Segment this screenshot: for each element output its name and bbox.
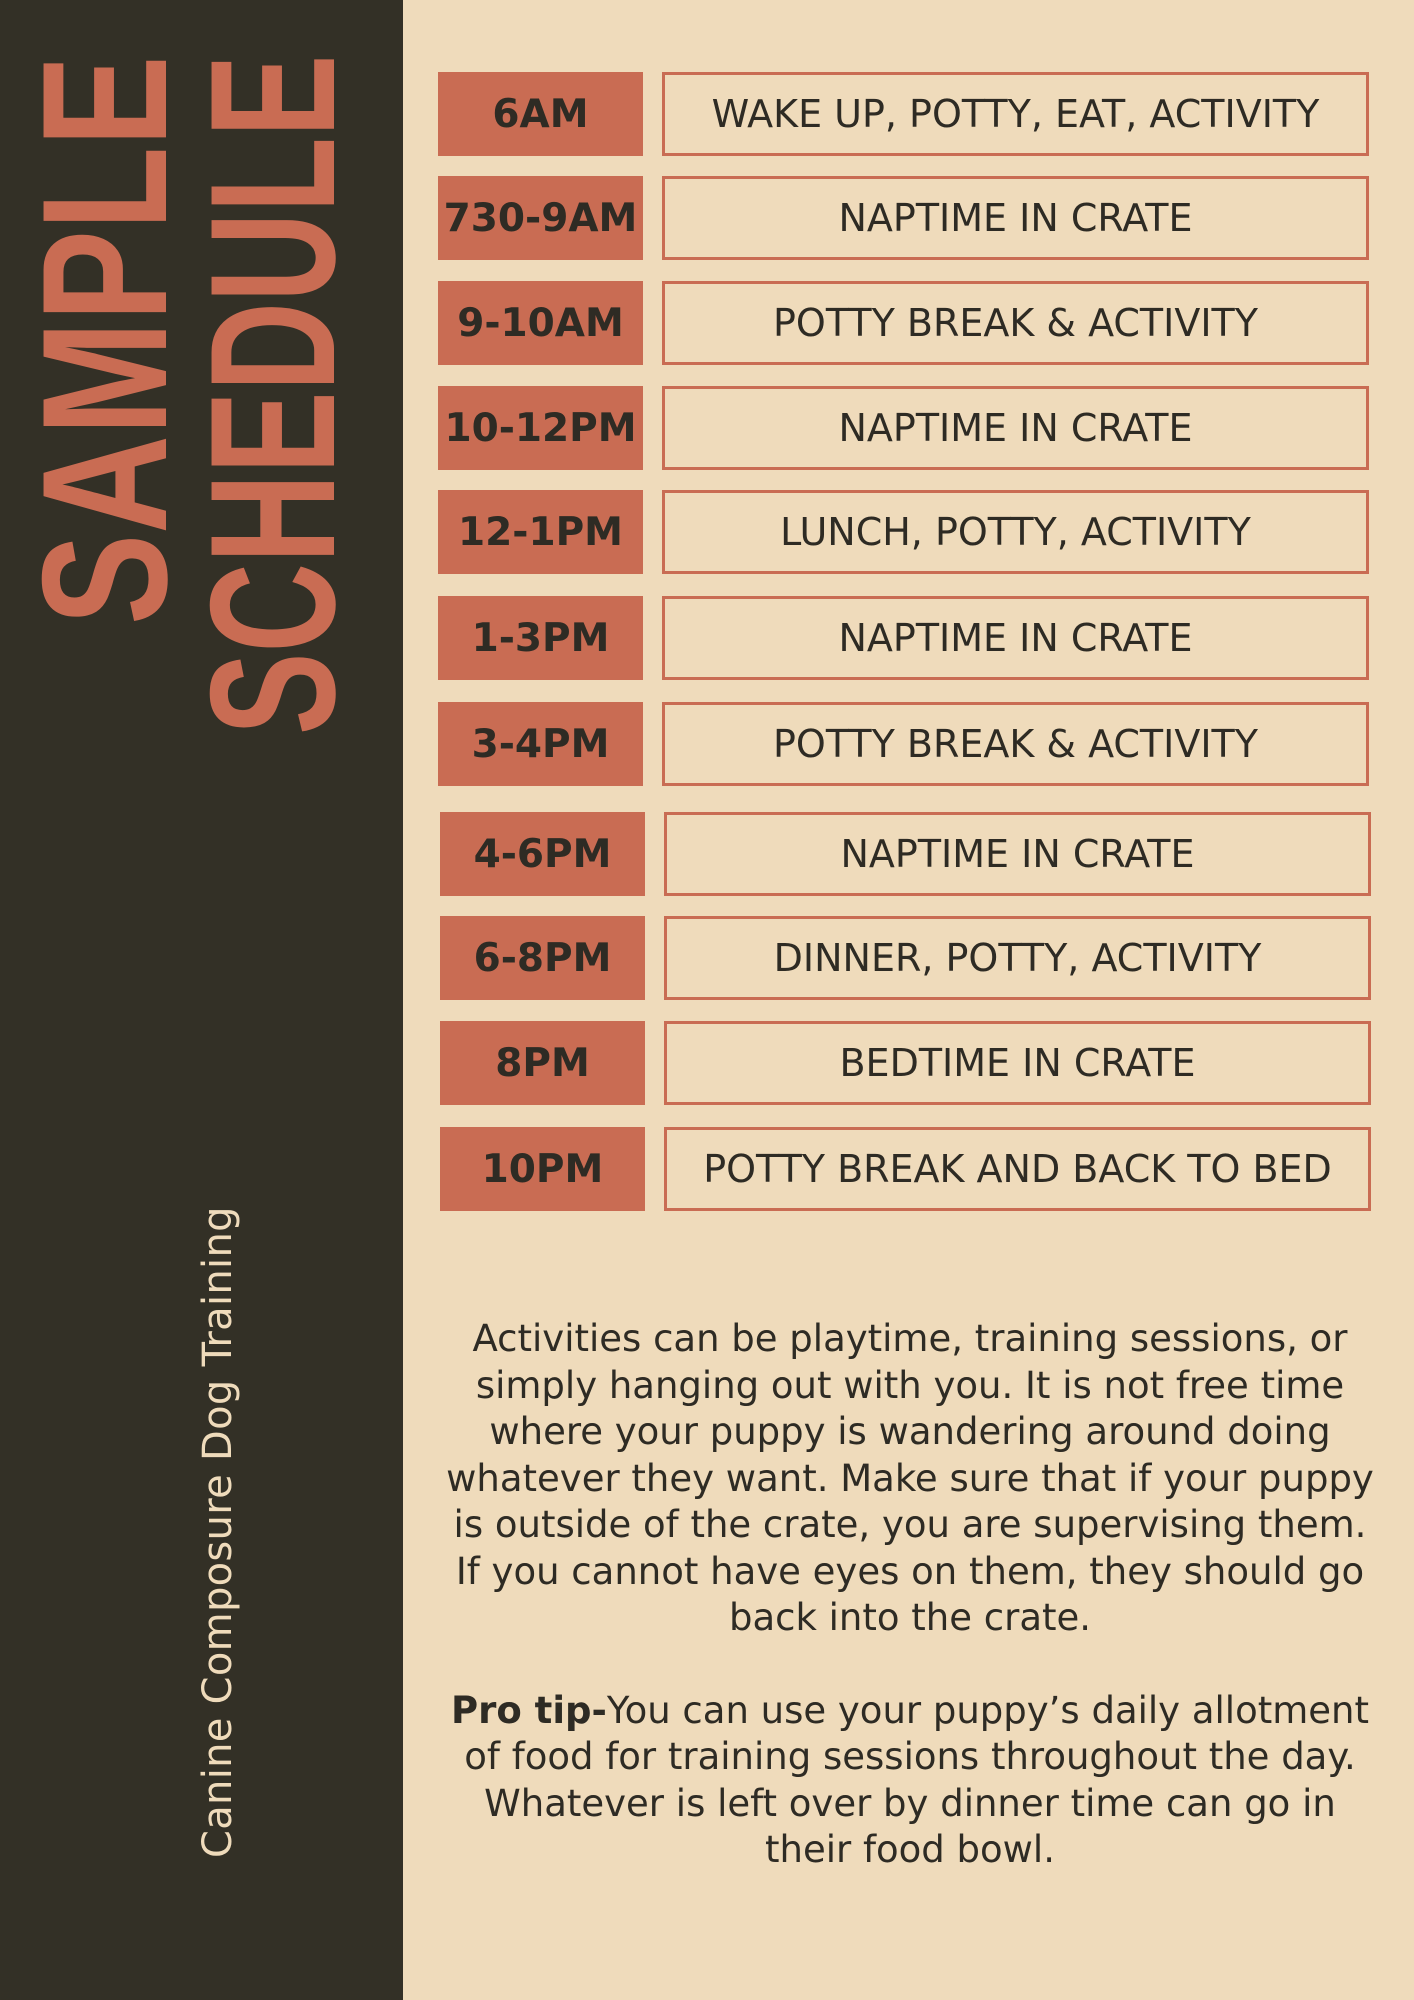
activity-box (662, 281, 1369, 365)
time-badge (438, 72, 643, 156)
activity-box (662, 490, 1369, 574)
time-label: 12-1PM (458, 509, 623, 555)
sidebar (0, 0, 403, 2000)
time-badge (438, 386, 643, 470)
activity-label: POTTY BREAK & ACTIVITY (773, 722, 1258, 766)
title-line-2: SCHEDULE (173, 54, 372, 735)
brand-name: Canine Composure Dog Training (195, 1206, 241, 1858)
activities-note: Activities can be playtime, training sessions, or simply hanging out with you. It is not free time where your puppy is wandering around doing whatever they want. Make sure that if your puppy is outside of the crate, you are supervising them. If you cannot have eyes on them, they should go back into the crate. (446, 1317, 1374, 1639)
activity-box (664, 916, 1371, 1000)
pro-tip-label: Pro tip- (451, 1688, 607, 1732)
time-label: 8PM (495, 1040, 590, 1086)
time-badge (440, 1021, 645, 1105)
title-schedule (173, 0, 372, 735)
time-label: 730-9AM (443, 195, 638, 241)
activity-label: POTTY BREAK & ACTIVITY (773, 301, 1258, 345)
title-sample (5, 0, 204, 625)
time-label: 9-10AM (457, 300, 624, 346)
time-label: 4-6PM (473, 831, 612, 877)
time-badge (438, 596, 643, 680)
activity-box (662, 386, 1369, 470)
time-badge (438, 281, 643, 365)
activity-box (662, 596, 1369, 680)
time-label: 10-12PM (444, 405, 637, 451)
title-line-1: SAMPLE (5, 55, 204, 625)
pro-tip (438, 1688, 1382, 1874)
time-badge (440, 812, 645, 896)
notes-section (438, 1316, 1382, 1874)
pro-tip-text: You can use your puppy’s daily allotment of food for training sessions throughout the day. Whatever is left over by dinner time can go in their food bowl. (464, 1688, 1369, 1871)
time-label: 1-3PM (471, 615, 610, 661)
time-badge (438, 490, 643, 574)
time-label: 6AM (492, 91, 589, 137)
time-label: 3-4PM (471, 721, 610, 767)
activity-label: POTTY BREAK AND BACK TO BED (703, 1147, 1332, 1191)
activity-box (664, 1127, 1371, 1211)
activity-box (662, 176, 1369, 260)
activity-box (664, 1021, 1371, 1105)
activity-label: NAPTIME IN CRATE (838, 406, 1193, 450)
activity-box (662, 702, 1369, 786)
activity-label: BEDTIME IN CRATE (839, 1041, 1196, 1085)
time-badge (438, 702, 643, 786)
activity-label: WAKE UP, POTTY, EAT, ACTIVITY (711, 92, 1320, 136)
activity-label: NAPTIME IN CRATE (838, 616, 1193, 660)
activity-label: LUNCH, POTTY, ACTIVITY (780, 510, 1251, 554)
time-label: 6-8PM (473, 935, 612, 981)
time-label: 10PM (481, 1146, 604, 1192)
activity-label: DINNER, POTTY, ACTIVITY (773, 936, 1262, 980)
activity-label: NAPTIME IN CRATE (838, 196, 1193, 240)
activity-label: NAPTIME IN CRATE (840, 832, 1195, 876)
time-badge (438, 176, 643, 260)
time-badge (440, 1127, 645, 1211)
time-badge (440, 916, 645, 1000)
activity-box (664, 812, 1371, 896)
activity-box (662, 72, 1369, 156)
